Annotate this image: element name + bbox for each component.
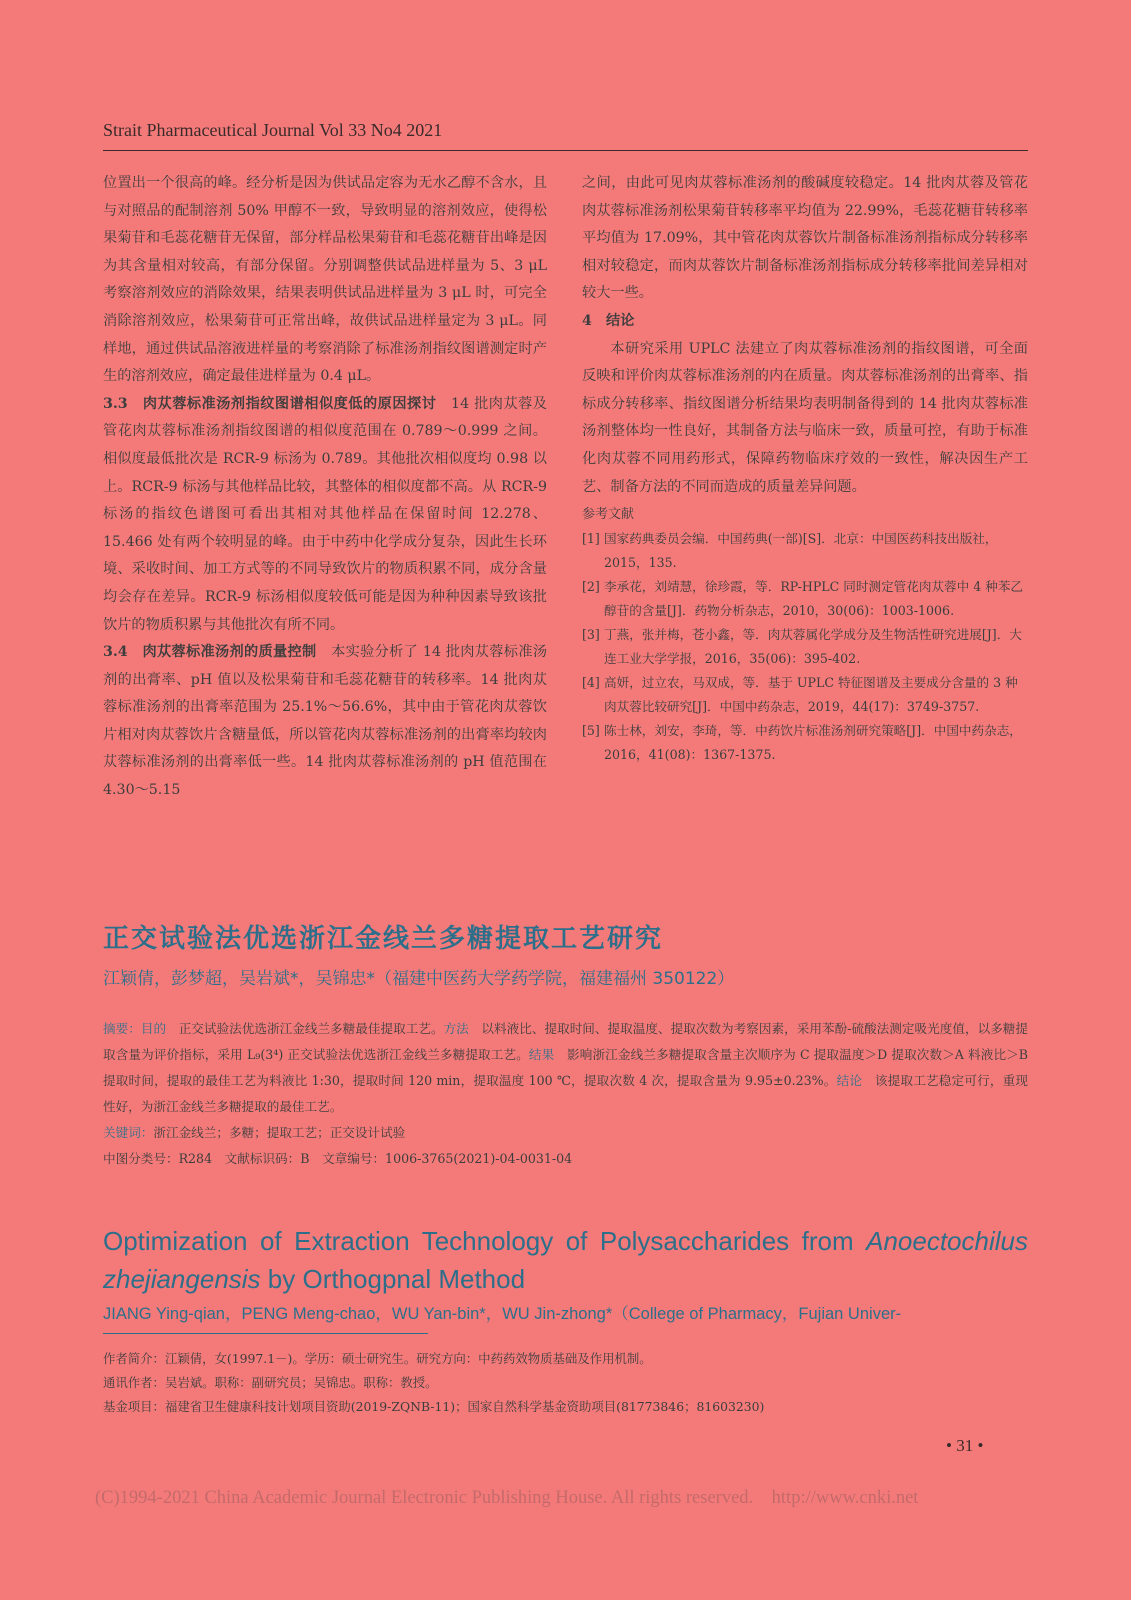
reference-number: [3]: [582, 627, 600, 643]
article-title-en: [103, 1222, 1028, 1298]
article-title-cn: 正交试验法优选浙江金线兰多糖提取工艺研究: [103, 924, 664, 954]
reference-number: [1]: [582, 531, 600, 547]
section-3-4: [103, 639, 547, 805]
reference-item: [582, 719, 1028, 767]
reference-item: [582, 575, 1028, 623]
abstract-block: [103, 1016, 1028, 1172]
title-en-species: Anoectochilus zhejiangensis: [103, 1226, 1028, 1294]
abstract-method: 以料液比、提取时间、提取温度、提取次数为考察因素，采用苯酚-硫酸法测定吸光度值，以多糖提取含量为评价指标，采用 L₉(3⁴) 正交试验法优选浙江金线兰多糖提取工艺。: [103, 1021, 1029, 1062]
corresponding-author: 通讯作者：吴岩斌。职称：副研究员；吴锦忠。职称：教授。: [103, 1375, 438, 1390]
abstract-paragraph: [103, 1016, 1028, 1120]
abstract-label: 摘要：目的: [103, 1021, 167, 1036]
reference-number: [5]: [582, 723, 600, 739]
result-label: 结果: [528, 1047, 555, 1062]
reference-item: [582, 623, 1028, 671]
reference-text: 陈士林，刘安，李琦，等．中药饮片标准汤剂研究策略[J]．中国中药杂志，2016，41(08)：1367-1375.: [604, 723, 1022, 763]
section-heading: 3.4 肉苁蓉标准汤剂的质量控制: [103, 644, 317, 661]
references-title: 参考文献: [582, 507, 635, 523]
section-heading: 3.3 肉苁蓉标准汤剂指纹图谱相似度低的原因探讨: [103, 395, 437, 412]
header-rule: [103, 150, 1028, 151]
keywords-label: 关键词：: [103, 1125, 154, 1140]
author-bio: 作者简介：江颖倩，女(1997.1－)。学历：硕士研究生。研究方向：中药药效物质基础及作用机制。: [103, 1351, 652, 1366]
running-head: Strait Pharmaceutical Journal Vol 33 No4 2021: [103, 120, 443, 140]
classification-line: 中图分类号：R284 文献标识码：B 文章编号：1006-3765(2021)-04-0031-04: [103, 1151, 573, 1166]
section-3-3: [103, 391, 547, 639]
body-paragraph: 之间，由此可见肉苁蓉标准汤剂的酸碱度较稳定。14 批肉苁蓉及管花肉苁蓉标准汤剂松果菊苷转移率平均值为 22.99%，毛蕊花糖苷转移率平均值为 17.09%，其中管花肉苁蓉饮片制备标准汤剂指标成分转移率相对较稳定，而肉苁蓉饮片制备标准汤剂指标成分转移率批间差异相对较大一些。: [582, 175, 1028, 302]
title-en-part2: by Orthogpnal Method: [260, 1264, 526, 1294]
abstract-objective: 正交试验法优选浙江金线兰多糖最佳提取工艺。: [166, 1021, 444, 1036]
funding-note: 基金项目：福建省卫生健康科技计划项目资助(2019-ZQNB-11)；国家自然科学基金资助项目(81773846；81603230): [103, 1399, 765, 1414]
section-body: 本实验分析了 14 批肉苁蓉标准汤剂的出膏率、pH 值以及松果菊苷和毛蕊花糖苷的转移率。14 批肉苁蓉标准汤剂的出膏率范围为 25.1%～56.6%，其中由于管花肉苁蓉饮片相对肉苁蓉饮片含糖量低，所以管花肉苁蓉标准汤剂的出膏率均较肉苁蓉标准汤剂的出膏率低一些。14 批肉苁蓉标准汤剂的 pH 值范围在 4.30～5.15: [103, 644, 548, 799]
abstract-conclusion: 该提取工艺稳定可行，重现性好，为浙江金线兰多糖提取的最佳工艺。: [103, 1073, 1029, 1114]
reference-item: [582, 527, 1028, 575]
left-column: [103, 170, 547, 805]
body-paragraph: 位置出一个很高的峰。经分析是因为供试品定容为无水乙醇不含水，且与对照品的配制溶剂 50% 甲醇不一致，导致明显的溶剂效应，使得松果菊苷和毛蕊花糖苷无保留，部分样品松果菊苷和毛蕊花糖苷出峰是因为其含量相对较高，有部分保留。分别调整供试品进样量为 5、3 μL 考察溶剂效应的消除效果，结果表明供试品进样量为 3 μL 时，可完全消除溶剂效应，松果菊苷可正常出峰，故供试品进样量定为 3 μL。同样地，通过供试品溶液进样量的考察消除了标准汤剂指纹图谱测定时产生的溶剂效应，确定最佳进样量为 0.4 μL。: [103, 175, 547, 385]
reference-text: 国家药典委员会编．中国药典(一部)[S]．北京：中国医药科技出版社，2015，135.: [604, 531, 998, 571]
page-number: • 31 •: [946, 1436, 984, 1455]
reference-number: [2]: [582, 579, 600, 595]
reference-list: [582, 527, 1028, 767]
right-column: [582, 170, 1028, 767]
author-line-en: JIANG Ying-qian，PENG Meng-chao，WU Yan-bin*，WU Jin-zhong*（College of Pharmacy，Fujian Univer-: [103, 1305, 902, 1323]
method-label: 方法: [443, 1021, 469, 1036]
conclusion-label: 结论: [836, 1073, 863, 1088]
reference-text: 高妍，过立农，马双成，等．基于 UPLC 特征图谱及主要成分含量的 3 种肉苁蓉比较研究[J]．中国中药杂志，2019，44(17)：3749-3757.: [604, 675, 1018, 715]
keywords-line: [103, 1120, 1028, 1146]
keywords-text: 浙江金线兰；多糖；提取工艺；正交设计试验: [153, 1125, 406, 1140]
reference-text: 李承花，刘靖慧，徐珍霞，等．RP-HPLC 同时测定管花肉苁蓉中 4 种苯乙醇苷的含量[J]．药物分析杂志，2010，30(06)：1003-1006.: [604, 579, 1024, 619]
footnotes: [103, 1347, 1028, 1419]
author-line-cn: 江颖倩，彭梦超，吴岩斌*，吴锦忠*（福建中医药大学药学院，福建福州 350122）: [103, 969, 735, 989]
reference-item: [582, 671, 1028, 719]
section-heading: 4 结论: [582, 312, 635, 329]
copyright-watermark: (C)1994-2021 China Academic Journal Electronic Publishing House. All rights reserved. http://www.cnki.net: [95, 1488, 919, 1508]
abstract-result: 影响浙江金线兰多糖提取含量主次顺序为 C 提取温度＞D 提取次数＞A 料液比＞B 提取时间，提取的最佳工艺为料液比 1:30，提取时间 120 min，提取温度 100 ℃，提取次数 4 次，提取含量为 9.95±0.23%。: [103, 1047, 1029, 1088]
footnote-rule: [103, 1333, 428, 1334]
conclusion-paragraph: 本研究采用 UPLC 法建立了肉苁蓉标准汤剂的指纹图谱，可全面反映和评价肉苁蓉标准汤剂的内在质量。肉苁蓉标准汤剂的出膏率、指标成分转移率、指纹图谱分析结果均表明制备得到的 14 批肉苁蓉标准汤剂整体均一性良好，其制备方法与临床一致，质量可控，有助于标准化肉苁蓉不同用药形式，保障药物临床疗效的一致性，解决因生产工艺、制备方法的不同而造成的质量差异问题。: [582, 340, 1028, 495]
section-body: 14 批肉苁蓉及管花肉苁蓉标准汤剂指纹图谱的相似度范围在 0.789～0.999 之间。相似度最低批次是 RCR-9 标汤为 0.789。其他批次相似度均 0.98 以上。RCR-9 标汤与其他样品比较，其整体的相似度都不高。从 RCR-9 标汤的指纹色谱图可看出其相对其他样品在保留时间 12.278、15.466 处有两个较明显的峰。由于中药中化学成分复杂，因此生长环境、采收时间、加工方式等的不同导致饮片的物质积累不同，成分含量均会存在差异。RCR-9 标汤相似度较低可能是因为种种因素导致该批饮片的物质积累与其他批次有所不同。: [103, 395, 547, 633]
reference-number: [4]: [582, 675, 600, 691]
reference-text: 丁燕，张并梅，苍小鑫，等．肉苁蓉属化学成分及生物活性研究进展[J]．大连工业大学学报，2016，35(06)：395-402.: [604, 627, 1022, 667]
title-en-part1: Optimization of Extraction Technology of Polysaccharides from: [103, 1226, 867, 1256]
